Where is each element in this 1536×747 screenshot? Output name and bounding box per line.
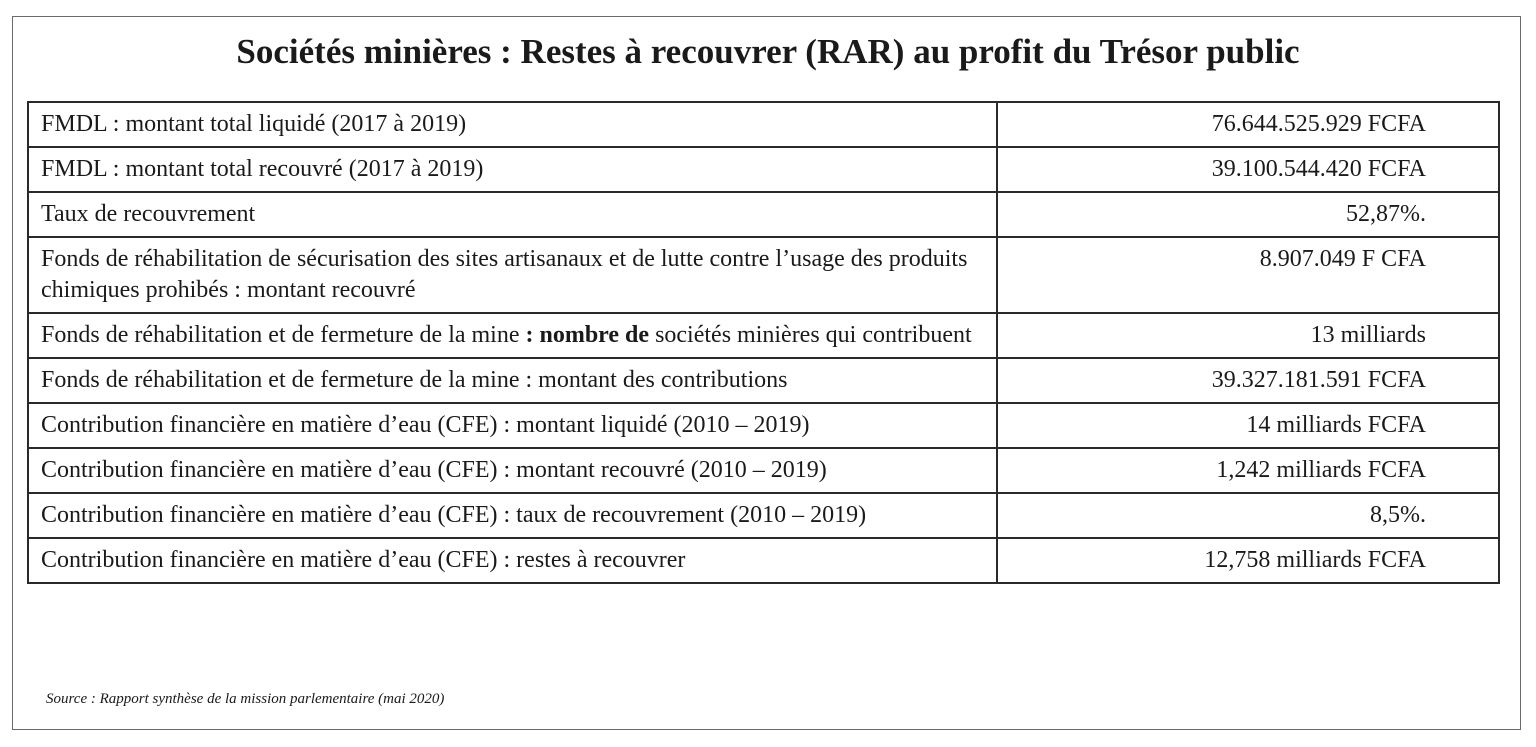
page-title: Sociétés minières : Restes à recouvrer (RAR) au profit du Trésor public <box>236 32 1300 71</box>
row-label: Fonds de réhabilitation et de fermeture de la mine : montant des contributions <box>28 358 997 403</box>
row-label: Contribution financière en matière d’eau (CFE) : restes à recouvrer <box>28 538 997 583</box>
row-label-emphasis: : nombre de <box>519 322 650 348</box>
source-note: Source : Rapport synthèse de la mission parlementaire (mai 2020) <box>46 691 445 707</box>
row-value: 13 milliards <box>997 313 1499 358</box>
row-label: Contribution financière en matière d’eau (CFE) : montant liquidé (2010 – 2019) <box>28 403 997 448</box>
row-value: 8.907.049 F CFA <box>997 237 1499 313</box>
row-value: 52,87%. <box>997 192 1499 237</box>
row-label: Fonds de réhabilitation de sécurisation des sites artisanaux et de lutte contre l’usage des produits chimiques prohibés : montant recouvré <box>28 237 997 313</box>
row-label <box>28 313 997 358</box>
row-label-text: Fonds de réhabilitation et de fermeture de la mine <box>41 322 520 348</box>
row-value: 39.100.544.420 FCFA <box>997 147 1499 192</box>
row-label: FMDL : montant total recouvré (2017 à 2019) <box>28 147 997 192</box>
row-value: 1,242 milliards FCFA <box>997 448 1499 493</box>
row-label: Contribution financière en matière d’eau (CFE) : taux de recouvrement (2010 – 2019) <box>28 493 997 538</box>
table-row <box>28 237 1499 313</box>
table-row <box>28 358 1499 403</box>
row-value: 8,5%. <box>997 493 1499 538</box>
table-row <box>28 147 1499 192</box>
table-row <box>28 493 1499 538</box>
table-row <box>28 403 1499 448</box>
row-label: Contribution financière en matière d’eau (CFE) : montant recouvré (2010 – 2019) <box>28 448 997 493</box>
row-label: FMDL : montant total liquidé (2017 à 2019) <box>28 102 997 147</box>
row-label-text: sociétés minières qui contribuent <box>649 322 972 348</box>
table-row <box>28 313 1499 358</box>
table-row <box>28 192 1499 237</box>
data-table <box>27 101 1500 584</box>
row-label: Taux de recouvrement <box>28 192 997 237</box>
row-value: 76.644.525.929 FCFA <box>997 102 1499 147</box>
row-value: 39.327.181.591 FCFA <box>997 358 1499 403</box>
row-value: 14 milliards FCFA <box>997 403 1499 448</box>
table-row <box>28 448 1499 493</box>
table-row <box>28 538 1499 583</box>
row-value: 12,758 milliards FCFA <box>997 538 1499 583</box>
table-row <box>28 102 1499 147</box>
